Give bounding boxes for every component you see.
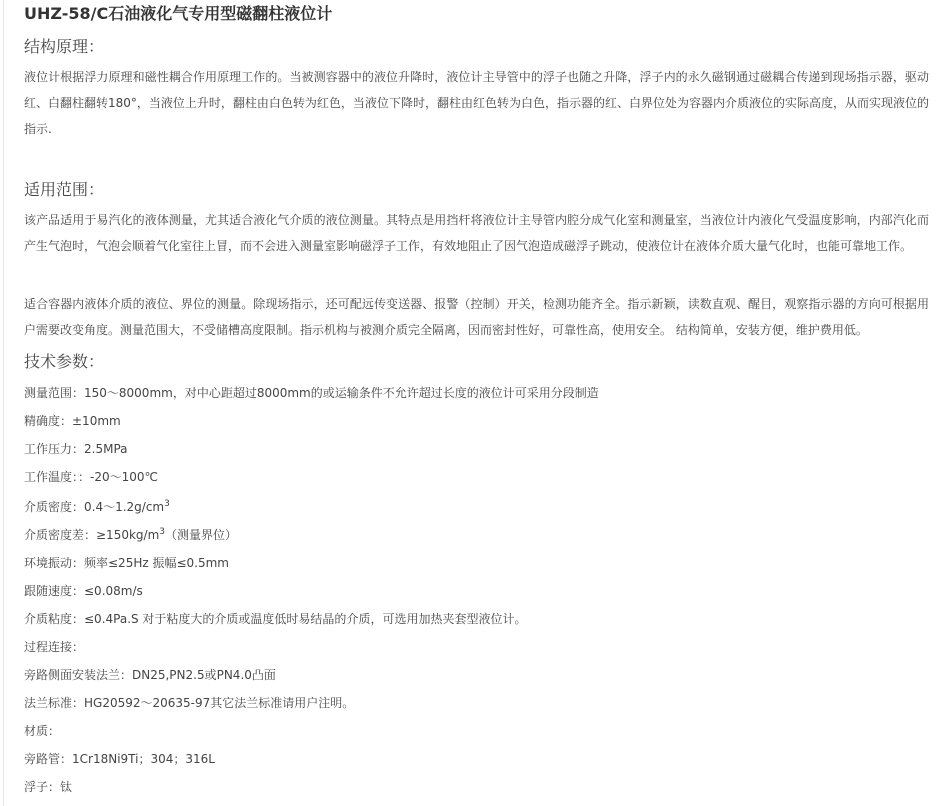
spec-material: 材质： (24, 724, 61, 738)
spec-density-diff (24, 527, 237, 543)
spec-density-diff-suffix: （测量界位） (165, 528, 238, 542)
scope-text-1: 该产品适用于易汽化的液体测量，尤其适合液化气介质的液位测量。其特点是用挡杆将液位计主导管内腔分成气化室和测量室，当液位计内液化气受温度影响，内部汽化而产生气泡时，气泡会顺着气化室往上冒，而不会进入测量室影响磁浮子工作，有效地阻止了因气泡造成磁浮子跳动，使液位计在液体介质大量气化时，也能可靠地工作。 (24, 213, 929, 253)
left-border (3, 0, 4, 806)
spec-temperature: 工作温度：：-20～100℃ (24, 470, 158, 484)
spec-flange-side: 旁路侧面安装法兰：DN25,PN2.5或PN4.0凸面 (24, 668, 276, 682)
spec-accuracy: 精确度：±10mm (24, 414, 121, 428)
spec-density-diff-text: 介质密度差：≥150kg/m (24, 528, 160, 542)
heading-principle: 结构原理： (24, 37, 105, 56)
spec-connection: 过程连接： (24, 640, 85, 654)
spec-density (24, 499, 170, 515)
spec-flange-standard: 法兰标准：HG20592～20635-97其它法兰标准请用户注明。 (24, 696, 355, 710)
scope-text-2: 适合容器内液体介质的液位、界位的测量。除现场指示，还可配远传变送器、报警（控制）开关，检测功能齐全。指示新颖，读数直观、醒目，观察指示器的方向可根据用户需要改变角度。测量范围大，不受储槽高度限制。指示机构与被测介质完全隔离，因而密封性好，可靠性高，使用安全。 结构简单，安装方便，维护费用低。 (24, 297, 929, 337)
spec-float: 浮子：钛 (24, 780, 73, 794)
spec-bypass-pipe: 旁路管：1Cr18Ni9Ti；304；316L (24, 752, 215, 766)
spec-density-sup: 3 (164, 499, 170, 509)
principle-text: 液位计根据浮力原理和磁性耦合作用原理工作的。当被测容器中的液位升降时，液位计主导管中的浮子也随之升降，浮子内的永久磁钢通过磁耦合传递到现场指示器，驱动红、白翻柱翻转180°，当液位上升时，翻柱由白色转为红色，当液位下降时，翻柱由红色转为白色，指示器的红、白界位处为容器内介质液位的实际高度，从而实现液位的指示. (24, 70, 929, 136)
product-title: UHZ-58/C石油液化气专用型磁翻柱液位计 (24, 4, 333, 23)
spec-density-diff-sup: 3 (159, 527, 165, 537)
spec-vibration: 环境振动：频率≤25Hz 振幅≤0.5mm (24, 556, 229, 570)
heading-specs: 技术参数： (24, 352, 105, 371)
heading-scope: 适用范围： (24, 180, 105, 199)
spec-range: 测量范围：150～8000mm，对中心距超过8000mm的或运输条件不允许超过长度的液位计可采用分段制造 (24, 386, 599, 400)
spec-speed: 跟随速度：≤0.08m/s (24, 584, 143, 598)
spec-density-text: 介质密度：0.4～1.2g/cm (24, 500, 165, 514)
spec-pressure: 工作压力：2.5MPa (24, 442, 128, 456)
spec-viscosity: 介质粘度：≤0.4Pa.S 对于粘度大的介质或温度低时易结晶的介质，可选用加热夹套型液位计。 (24, 612, 527, 626)
